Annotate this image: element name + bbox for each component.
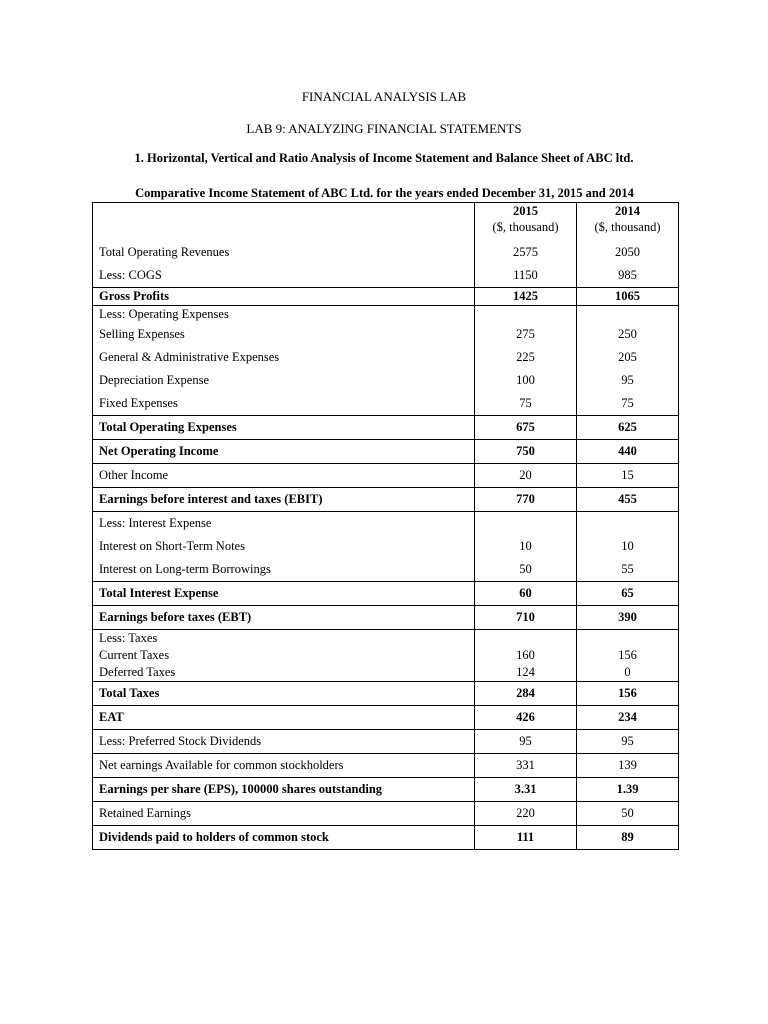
table-row	[93, 647, 679, 664]
row-label: Net Operating Income	[93, 440, 475, 464]
row-label: Dividends paid to holders of common stock	[93, 826, 475, 850]
value-2014: 625	[577, 416, 679, 440]
section-heading: 1. Horizontal, Vertical and Ratio Analysis of Income Statement and Balance Sheet of ABC ltd.	[134, 151, 634, 165]
row-label: Other Income	[93, 464, 475, 488]
table-row	[93, 606, 679, 630]
row-label: Current Taxes	[93, 647, 475, 664]
value-2015: 220	[475, 802, 577, 826]
value-2015: 10	[475, 535, 577, 558]
value-2014: 89	[577, 826, 679, 850]
value-2015: 1425	[475, 288, 577, 306]
value-2015: 710	[475, 606, 577, 630]
value-2014: 985	[577, 264, 679, 288]
row-label: Fixed Expenses	[93, 392, 475, 416]
table-row	[93, 826, 679, 850]
value-2014: 95	[577, 730, 679, 754]
value-2015: 426	[475, 706, 577, 730]
value-2014: 10	[577, 535, 679, 558]
value-2014: 75	[577, 392, 679, 416]
value-2014: 15	[577, 464, 679, 488]
value-2014: 1.39	[577, 778, 679, 802]
value-2015: 160	[475, 647, 577, 664]
header-label-cell	[93, 203, 475, 242]
value-2014: 139	[577, 754, 679, 778]
row-label: Total Taxes	[93, 682, 475, 706]
table-row	[93, 802, 679, 826]
value-2015	[475, 630, 577, 648]
row-label: Selling Expenses	[93, 323, 475, 346]
value-2014: 65	[577, 582, 679, 606]
value-2015: 100	[475, 369, 577, 392]
row-label: Total Interest Expense	[93, 582, 475, 606]
table-row	[93, 630, 679, 648]
value-2014: 0	[577, 664, 679, 682]
value-2014: 156	[577, 682, 679, 706]
row-label: Interest on Short-Term Notes	[93, 535, 475, 558]
table-row	[93, 754, 679, 778]
row-label: Net earnings Available for common stockholders	[93, 754, 475, 778]
value-2014: 455	[577, 488, 679, 512]
value-2015: 60	[475, 582, 577, 606]
lab-title: FINANCIAL ANALYSIS LAB	[301, 89, 467, 104]
lab-subtitle: LAB 9: ANALYZING FINANCIAL STATEMENTS	[246, 121, 522, 136]
value-2015: 275	[475, 323, 577, 346]
value-2015: 2575	[475, 241, 577, 264]
year-2015: 2015	[513, 204, 538, 218]
row-label: Less: Preferred Stock Dividends	[93, 730, 475, 754]
value-2015: 75	[475, 392, 577, 416]
value-2015: 225	[475, 346, 577, 369]
value-2014: 250	[577, 323, 679, 346]
table-row	[93, 369, 679, 392]
value-2015: 675	[475, 416, 577, 440]
row-label: Depreciation Expense	[93, 369, 475, 392]
table-row	[93, 664, 679, 682]
unit-2015: ($, thousand)	[492, 220, 559, 234]
value-2014: 50	[577, 802, 679, 826]
row-label: Total Operating Expenses	[93, 416, 475, 440]
income-statement-table	[92, 202, 679, 850]
table-row	[93, 241, 679, 264]
value-2014: 440	[577, 440, 679, 464]
value-2015: 20	[475, 464, 577, 488]
row-label: Less: Taxes	[93, 630, 475, 648]
table-row	[93, 288, 679, 306]
value-2014	[577, 630, 679, 648]
table-row	[93, 440, 679, 464]
column-header-2015	[475, 203, 577, 242]
year-2014: 2014	[615, 204, 640, 218]
table-row	[93, 778, 679, 802]
row-label: General & Administrative Expenses	[93, 346, 475, 369]
row-label: Earnings before taxes (EBT)	[93, 606, 475, 630]
row-label: Earnings before interest and taxes (EBIT)	[93, 488, 475, 512]
value-2015: 50	[475, 558, 577, 582]
value-2015: 770	[475, 488, 577, 512]
value-2014: 2050	[577, 241, 679, 264]
row-label: Earnings per share (EPS), 100000 shares outstanding	[93, 778, 475, 802]
table-row	[93, 392, 679, 416]
table-row	[93, 706, 679, 730]
row-label: Less: Operating Expenses	[93, 306, 475, 324]
value-2015: 284	[475, 682, 577, 706]
value-2014: 1065	[577, 288, 679, 306]
table-row	[93, 512, 679, 536]
table-row	[93, 346, 679, 369]
table-header-row	[93, 203, 679, 242]
table-row	[93, 264, 679, 288]
value-2014: 205	[577, 346, 679, 369]
value-2015: 3.31	[475, 778, 577, 802]
row-label: Retained Earnings	[93, 802, 475, 826]
value-2014: 390	[577, 606, 679, 630]
value-2015: 1150	[475, 264, 577, 288]
value-2014: 234	[577, 706, 679, 730]
value-2015: 331	[475, 754, 577, 778]
value-2015	[475, 306, 577, 324]
table-row	[93, 488, 679, 512]
value-2014	[577, 306, 679, 324]
table-row	[93, 416, 679, 440]
value-2014	[577, 512, 679, 536]
table-row	[93, 682, 679, 706]
value-2014: 55	[577, 558, 679, 582]
value-2014: 95	[577, 369, 679, 392]
table-row	[93, 730, 679, 754]
table-row	[93, 558, 679, 582]
value-2015: 111	[475, 826, 577, 850]
row-label: Less: Interest Expense	[93, 512, 475, 536]
value-2015: 750	[475, 440, 577, 464]
row-label: Interest on Long-term Borrowings	[93, 558, 475, 582]
row-label: Gross Profits	[93, 288, 475, 306]
table-row	[93, 464, 679, 488]
row-label: Deferred Taxes	[93, 664, 475, 682]
unit-2014: ($, thousand)	[594, 220, 661, 234]
statement-caption: Comparative Income Statement of ABC Ltd. for the years ended December 31, 2015 and 2014	[135, 186, 634, 200]
row-label: Total Operating Revenues	[93, 241, 475, 264]
value-2015	[475, 512, 577, 536]
table-row	[93, 582, 679, 606]
table-row	[93, 306, 679, 324]
value-2014: 156	[577, 647, 679, 664]
row-label: EAT	[93, 706, 475, 730]
column-header-2014	[577, 203, 679, 242]
table-row	[93, 535, 679, 558]
value-2015: 95	[475, 730, 577, 754]
value-2015: 124	[475, 664, 577, 682]
table-row	[93, 323, 679, 346]
row-label: Less: COGS	[93, 264, 475, 288]
